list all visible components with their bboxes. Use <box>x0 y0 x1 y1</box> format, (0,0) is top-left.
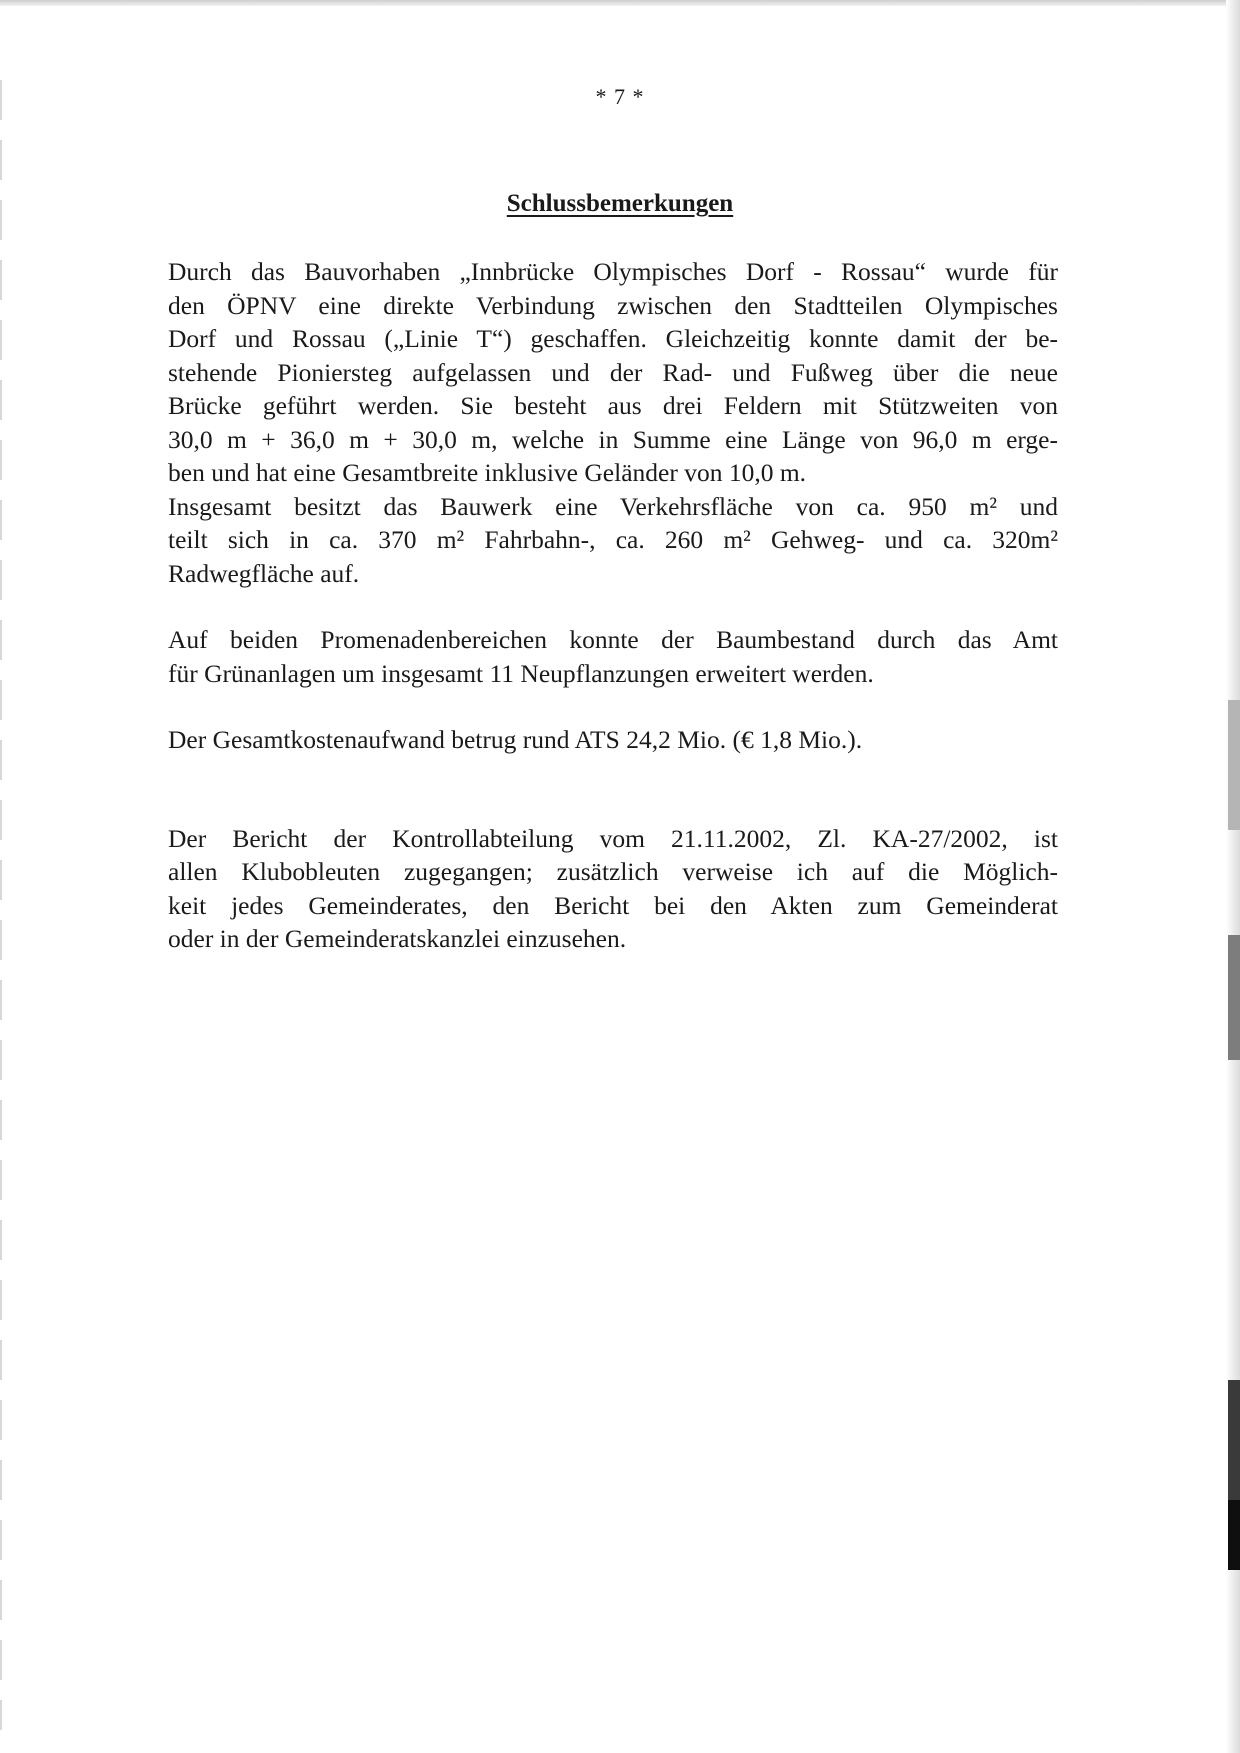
text-line: keit jedes Gemeinderates, den Bericht bei den Akten zum Gemeinderat <box>168 890 1058 920</box>
scan-edge-left <box>0 80 2 1730</box>
scan-edge-top <box>0 0 1240 6</box>
scan-edge-right <box>1226 0 1240 1753</box>
text-line: 30,0 m + 36,0 m + 30,0 m, welche in Summe eine Länge von 96,0 m erge- <box>168 424 1058 454</box>
document-body <box>168 255 1058 956</box>
text-line: für Grünanlagen um insgesamt 11 Neupflanzungen erweitert werden. <box>168 658 874 688</box>
text-line: allen Klubobleuten zugegangen; zusätzlich verweise ich auf die Möglich- <box>168 857 1058 886</box>
paragraph-spacer <box>168 590 1058 623</box>
scan-marker <box>1228 1380 1240 1500</box>
text-line: den ÖPNV eine direkte Verbindung zwischen den Stadtteilen Olympisches <box>168 290 1058 320</box>
paragraph-report-notice <box>168 822 1058 956</box>
text-line: stehende Pioniersteg aufgelassen und der Rad- und Fußweg über die neue <box>168 357 1058 387</box>
page-number: * 7 * <box>595 84 645 109</box>
scan-marker <box>1228 1500 1240 1570</box>
paragraph-bridge-description <box>168 255 1058 590</box>
paragraph-trees <box>168 623 1058 690</box>
text-line: Durch das Bauvorhaben „Innbrücke Olympisches Dorf - Rossau“ wurde für <box>168 257 1058 286</box>
paragraph-costs <box>168 723 1058 757</box>
text-line: Insgesamt besitzt das Bauwerk eine Verkehrsfläche von ca. 950 m² und <box>168 491 1058 521</box>
scan-marker <box>1228 700 1240 830</box>
text-line: Radwegfläche auf. <box>168 558 360 588</box>
page-title: Schlussbemerkungen <box>506 190 734 217</box>
text-line: teilt sich in ca. 370 m² Fahrbahn-, ca. 260 m² Gehweg- und ca. 320m² <box>168 525 1058 554</box>
scan-marker <box>1228 935 1240 1060</box>
paragraph-spacer <box>168 757 1058 822</box>
text-line: Brücke geführt werden. Sie besteht aus drei Feldern mit Stützweiten von <box>168 391 1058 420</box>
paragraph-spacer <box>168 690 1058 723</box>
text-line: Dorf und Rossau („Linie T“) geschaffen. Gleichzeitig konnte damit der be- <box>168 324 1058 353</box>
text-line: ben und hat eine Gesamtbreite inklusive Geländer von 10,0 m. <box>168 458 807 487</box>
text-line: oder in der Gemeinderatskanzlei einzusehen. <box>168 924 627 953</box>
text-line: Der Bericht der Kontrollabteilung vom 21.11.2002, Zl. KA-27/2002, ist <box>168 823 1058 853</box>
text-line: Auf beiden Promenadenbereichen konnte der Baumbestand durch das Amt <box>168 625 1058 654</box>
text-line: Der Gesamtkostenaufwand betrug rund ATS 24,2 Mio. (€ 1,8 Mio.). <box>168 725 863 754</box>
